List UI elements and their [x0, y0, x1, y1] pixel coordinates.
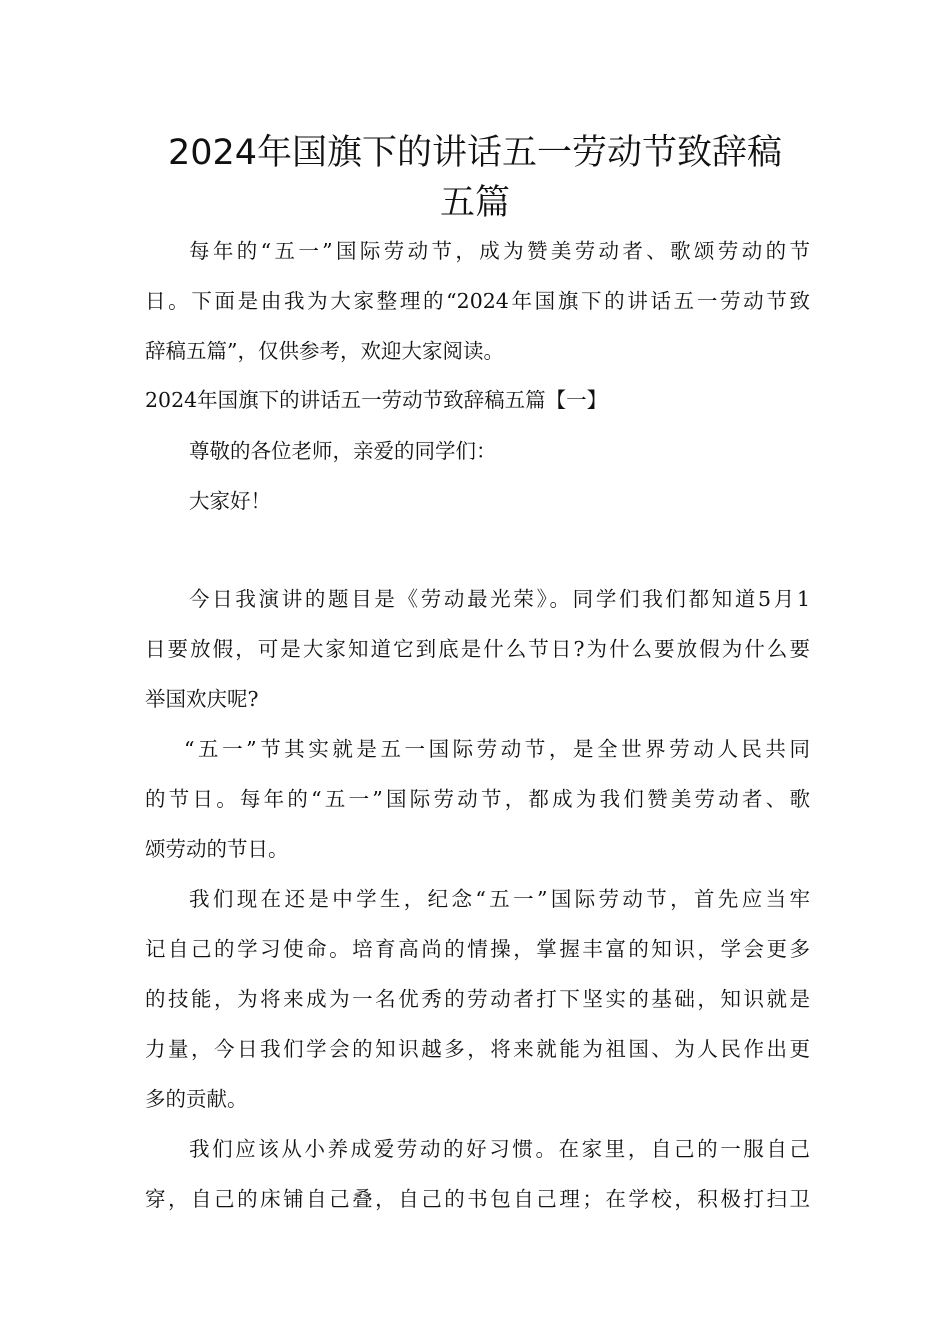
intro-line-2: 日。下面是由我为大家整理的“2024年国旗下的讲话五一劳动节致: [145, 289, 810, 313]
para3-line-4: 力量，今日我们学会的知识越多，将来就能为祖国、为人民作出更: [145, 1037, 810, 1061]
para1-line-2: 日要放假，可是大家知道它到底是什么节日?为什么要放假为什么要: [145, 637, 810, 661]
document-title-line-1: 2024年国旗下的讲话五一劳动节致辞稿: [167, 133, 783, 173]
para3-line-3: 的技能，为将来成为一名优秀的劳动者打下坚实的基础，知识就是: [145, 987, 810, 1011]
para3-line-5: 多的贡献。: [145, 1087, 248, 1111]
para4-line-1: 我们应该从小养成爱劳动的好习惯。在家里，自己的一服自己: [189, 1137, 810, 1161]
para4-line-2: 穿，自己的床铺自己叠，自己的书包自己理；在学校，积极打扫卫: [145, 1187, 810, 1211]
para1-line-3: 举国欢庆呢?: [145, 687, 259, 711]
section-heading: 2024年国旗下的讲话五一劳动节致辞稿五篇【一】: [145, 388, 608, 412]
para1-line-1: 今日我演讲的题目是《劳动最光荣》。同学们我们都知道5月1: [189, 587, 810, 611]
para2-line-2: 的节日。每年的“五一”国际劳动节，都成为我们赞美劳动者、歌: [145, 787, 810, 811]
para2-line-3: 颂劳动的节日。: [145, 837, 289, 861]
intro-line-3: 辞稿五篇”，仅供参考，欢迎大家阅读。: [145, 339, 504, 363]
document-title-line-2: 五篇: [439, 183, 510, 223]
para2-line-1: “五一”节其实就是五一国际劳动节，是全世界劳动人民共同: [184, 737, 810, 761]
para3-line-1: 我们现在还是中学生，纪念“五一”国际劳动节，首先应当牢: [189, 887, 810, 911]
greeting: 大家好！: [189, 489, 271, 513]
salutation: 尊敬的各位老师，亲爱的同学们：: [189, 439, 497, 463]
intro-line-1: 每年的“五一”国际劳动节，成为赞美劳动者、歌颂劳动的节: [189, 239, 810, 263]
para3-line-2: 记自己的学习使命。培育高尚的情操，掌握丰富的知识，学会更多: [145, 937, 810, 961]
